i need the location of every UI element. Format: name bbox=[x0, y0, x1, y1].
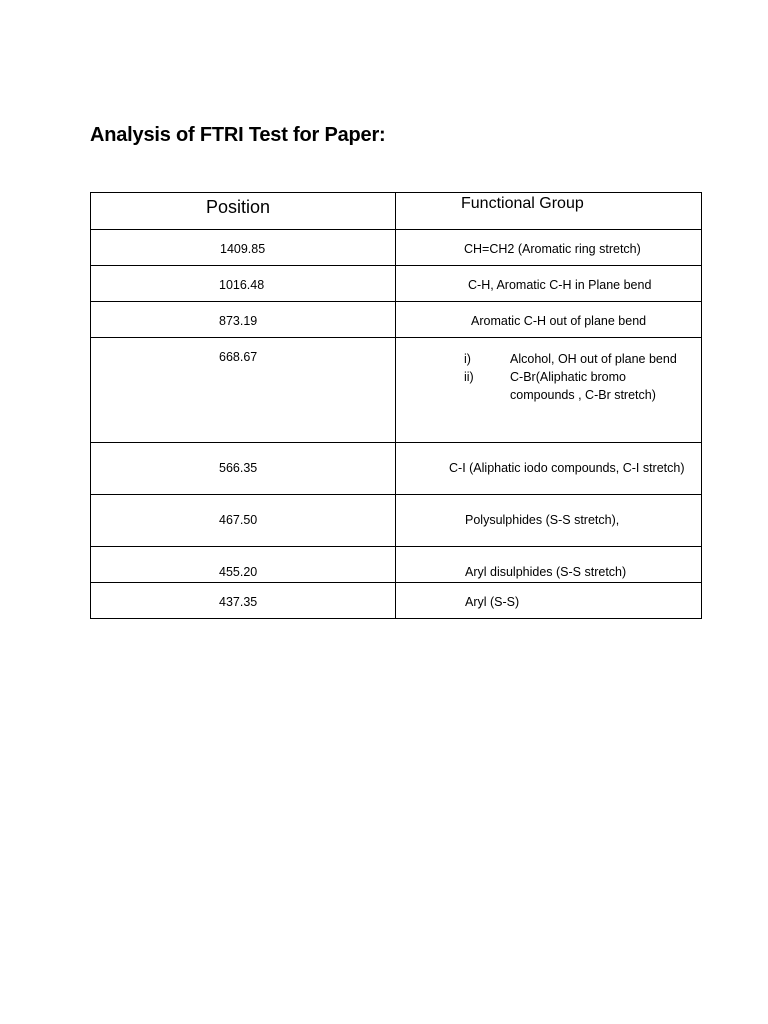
functional-group-cell: Aryl (S-S) bbox=[396, 583, 702, 619]
table-row bbox=[91, 302, 702, 338]
position-cell: 455.20 bbox=[91, 547, 396, 583]
list-item-text: C-Br(Aliphatic bromo compounds , C-Br stretch) bbox=[510, 370, 656, 402]
page-title: Analysis of FTRI Test for Paper: bbox=[90, 124, 386, 146]
table-row bbox=[91, 230, 702, 266]
table-header-row bbox=[91, 193, 702, 230]
table-row bbox=[91, 495, 702, 547]
table-row bbox=[91, 443, 702, 495]
functional-group-cell: CH=CH2 (Aromatic ring stretch) bbox=[396, 230, 702, 266]
header-functional-group: Functional Group bbox=[396, 193, 702, 230]
list-item bbox=[464, 350, 701, 368]
functional-group-cell: C-H, Aromatic C-H in Plane bend bbox=[396, 266, 702, 302]
position-cell: 873.19 bbox=[91, 302, 396, 338]
table-row bbox=[91, 583, 702, 619]
functional-group-cell: C-I (Aliphatic iodo compounds, C-I stretch) bbox=[396, 443, 702, 495]
functional-group-cell: Aryl disulphides (S-S stretch) bbox=[396, 547, 702, 583]
functional-group-list bbox=[396, 350, 701, 404]
table-row bbox=[91, 338, 702, 443]
position-cell: 437.35 bbox=[91, 583, 396, 619]
position-cell: 1409.85 bbox=[91, 230, 396, 266]
table-row bbox=[91, 266, 702, 302]
list-marker: ii) bbox=[464, 370, 474, 384]
header-position: Position bbox=[91, 193, 396, 230]
list-item-text: Alcohol, OH out of plane bend bbox=[510, 352, 677, 366]
table-row bbox=[91, 547, 702, 583]
functional-group-cell: Polysulphides (S-S stretch), bbox=[396, 495, 702, 547]
position-cell: 467.50 bbox=[91, 495, 396, 547]
functional-group-cell: Aromatic C-H out of plane bend bbox=[396, 302, 702, 338]
position-cell: 566.35 bbox=[91, 443, 396, 495]
position-cell: 668.67 bbox=[91, 338, 396, 443]
ftir-results-table bbox=[90, 192, 702, 619]
functional-group-cell bbox=[396, 338, 702, 443]
list-item bbox=[464, 368, 701, 404]
position-cell: 1016.48 bbox=[91, 266, 396, 302]
list-marker: i) bbox=[464, 352, 471, 366]
